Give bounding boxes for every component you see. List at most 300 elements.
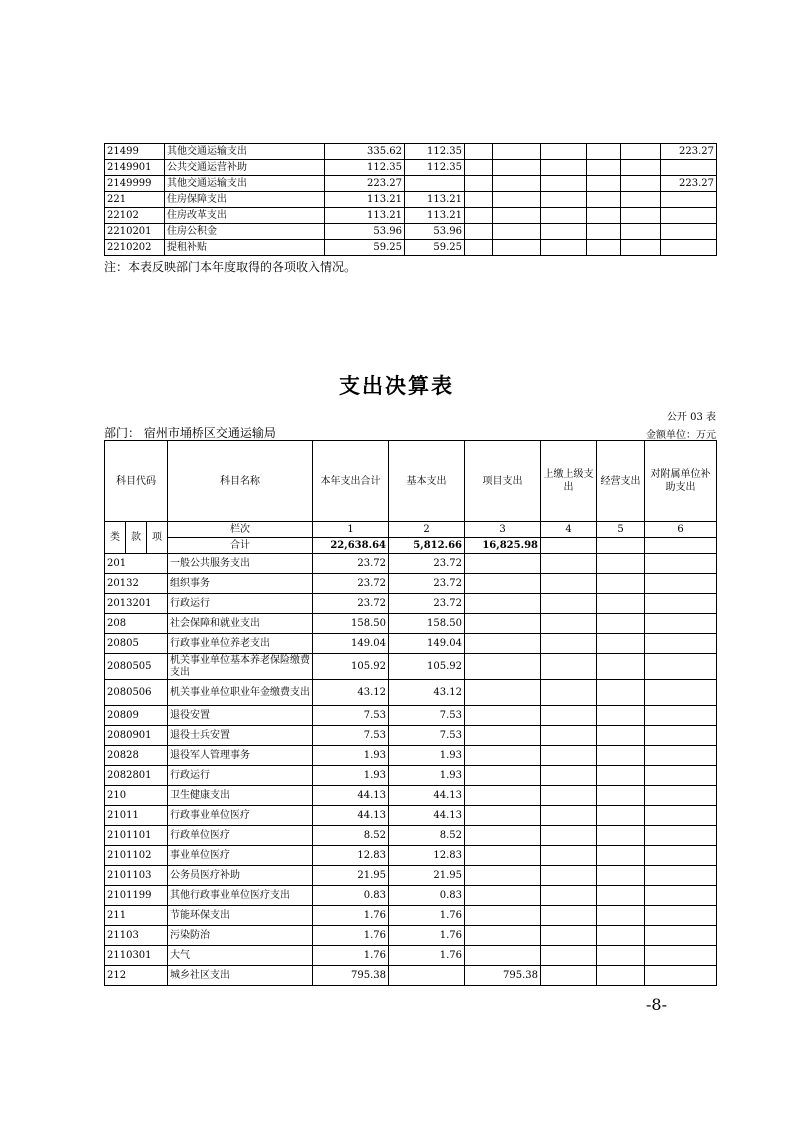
cell-basic: 12.83 — [389, 846, 465, 866]
cell-basic: 158.50 — [389, 614, 465, 634]
cell-name: 事业单位医疗 — [168, 846, 313, 866]
cell-subsidy — [645, 846, 717, 866]
header-business: 经营支出 — [597, 441, 645, 522]
cell-project — [465, 926, 541, 946]
summary-subsidy — [645, 538, 717, 554]
cell-c6 — [587, 208, 621, 224]
cell-subsidy — [645, 726, 717, 746]
cell-code: 2101101 — [105, 826, 168, 846]
cell-total: 149.04 — [313, 634, 389, 654]
cell-total: 113.21 — [325, 208, 405, 224]
cell-total: 795.38 — [313, 966, 389, 986]
cell-code: 21011 — [105, 806, 168, 826]
cell-c8 — [661, 224, 717, 240]
cell-upper — [541, 726, 597, 746]
page-title: 支出决算表 — [339, 374, 454, 398]
summary-row — [105, 538, 717, 554]
cell-project — [465, 806, 541, 826]
cell-business — [597, 806, 645, 826]
header-total: 本年支出合计 — [313, 441, 389, 522]
cell-name: 一般公共服务支出 — [168, 554, 313, 574]
table-row — [105, 554, 717, 574]
cell-basic: 1.93 — [389, 766, 465, 786]
cell-c4 — [493, 224, 541, 240]
table-row — [105, 746, 717, 766]
cell-name: 退役军人管理事务 — [168, 746, 313, 766]
cell-subsidy — [645, 746, 717, 766]
cell-c8 — [661, 160, 717, 176]
expenditure-table-body — [105, 441, 717, 986]
cell-code: 20809 — [105, 706, 168, 726]
cell-c8: 223.27 — [661, 144, 717, 160]
table-row — [105, 224, 717, 240]
cell-c7 — [621, 240, 661, 256]
cell-business — [597, 594, 645, 614]
cell-total: 1.76 — [313, 906, 389, 926]
cell-c7 — [621, 224, 661, 240]
cell-name: 机关事业单位职业年金缴费支出 — [168, 680, 313, 706]
cell-upper — [541, 946, 597, 966]
cell-project — [465, 846, 541, 866]
cell-basic: 59.25 — [405, 240, 465, 256]
table-row — [105, 208, 717, 224]
table-note: 注：本表反映部门本年度取得的各项收入情况。 — [104, 260, 357, 274]
cell-project — [465, 634, 541, 654]
cell-business — [597, 554, 645, 574]
cell-total: 53.96 — [325, 224, 405, 240]
cell-name: 行政运行 — [168, 594, 313, 614]
cell-project — [465, 706, 541, 726]
table-row — [105, 144, 717, 160]
cell-code: 201 — [105, 554, 168, 574]
cell-name: 退役安置 — [168, 706, 313, 726]
table-row — [105, 680, 717, 706]
cell-c5 — [541, 240, 587, 256]
cell-business — [597, 826, 645, 846]
cell-c6 — [587, 160, 621, 176]
cell-total: 335.62 — [325, 144, 405, 160]
cell-basic — [405, 176, 465, 192]
cell-upper — [541, 966, 597, 986]
cell-basic: 23.72 — [389, 594, 465, 614]
cell-basic — [389, 966, 465, 986]
summary-upper — [541, 538, 597, 554]
cell-basic: 1.76 — [389, 906, 465, 926]
cell-c5 — [541, 144, 587, 160]
cell-c5 — [541, 176, 587, 192]
cell-name: 公共交通运营补助 — [165, 160, 325, 176]
cell-business — [597, 766, 645, 786]
cell-project — [465, 766, 541, 786]
cell-upper — [541, 886, 597, 906]
cell-name: 住房公积金 — [165, 224, 325, 240]
cell-total: 23.72 — [313, 594, 389, 614]
cell-upper — [541, 634, 597, 654]
cell-basic: 113.21 — [405, 192, 465, 208]
cell-total: 43.12 — [313, 680, 389, 706]
cell-business — [597, 886, 645, 906]
cell-c6 — [587, 240, 621, 256]
cell-total: 7.53 — [313, 726, 389, 746]
cell-basic: 112.35 — [405, 160, 465, 176]
cell-business — [597, 706, 645, 726]
cell-code: 2149999 — [105, 176, 165, 192]
cell-total: 7.53 — [313, 706, 389, 726]
table-row — [105, 846, 717, 866]
table-row — [105, 654, 717, 680]
cell-subsidy — [645, 706, 717, 726]
cell-c4 — [493, 192, 541, 208]
form-code: 公开 03 表 — [666, 412, 716, 423]
cell-c4 — [493, 176, 541, 192]
cell-total: 1.76 — [313, 946, 389, 966]
cell-subsidy — [645, 866, 717, 886]
cell-name: 行政事业单位养老支出 — [168, 634, 313, 654]
summary-total: 22,638.64 — [313, 538, 389, 554]
cell-c6 — [587, 176, 621, 192]
cell-code: 21499 — [105, 144, 165, 160]
cell-business — [597, 966, 645, 986]
cell-business — [597, 926, 645, 946]
cell-c3 — [465, 192, 493, 208]
header-code: 科目代码 — [105, 441, 168, 522]
cell-total: 1.93 — [313, 746, 389, 766]
cell-c4 — [493, 144, 541, 160]
column-number-row — [105, 522, 717, 538]
cell-upper — [541, 826, 597, 846]
cell-project: 795.38 — [465, 966, 541, 986]
cell-name: 行政运行 — [168, 766, 313, 786]
cell-project — [465, 946, 541, 966]
cell-basic: 7.53 — [389, 726, 465, 746]
cell-subsidy — [645, 946, 717, 966]
cell-c5 — [541, 192, 587, 208]
cell-name: 其他交通运输支出 — [165, 176, 325, 192]
cell-basic: 23.72 — [389, 574, 465, 594]
cell-project — [465, 654, 541, 680]
cell-name: 机关事业单位基本养老保险缴费支出 — [168, 654, 313, 680]
table-row — [105, 614, 717, 634]
cell-subsidy — [645, 594, 717, 614]
cell-name: 卫生健康支出 — [168, 786, 313, 806]
cell-name: 大气 — [168, 946, 313, 966]
department-label: 部门： 宿州市埇桥区交通运输局 — [104, 426, 276, 440]
cell-project — [465, 826, 541, 846]
cell-project — [465, 614, 541, 634]
table-row — [105, 766, 717, 786]
cell-c3 — [465, 240, 493, 256]
summary-business — [597, 538, 645, 554]
cell-code: 21103 — [105, 926, 168, 946]
table-row — [105, 946, 717, 966]
cell-basic: 7.53 — [389, 706, 465, 726]
cell-business — [597, 906, 645, 926]
cell-total: 105.92 — [313, 654, 389, 680]
cell-name: 其他交通运输支出 — [165, 144, 325, 160]
cell-basic: 53.96 — [405, 224, 465, 240]
cell-total: 23.72 — [313, 574, 389, 594]
cell-total: 223.27 — [325, 176, 405, 192]
cell-code: 221 — [105, 192, 165, 208]
cell-total: 1.93 — [313, 766, 389, 786]
table-row — [105, 886, 717, 906]
cell-c6 — [587, 192, 621, 208]
cell-subsidy — [645, 614, 717, 634]
cell-c5 — [541, 160, 587, 176]
cell-basic: 1.76 — [389, 926, 465, 946]
table-row — [105, 192, 717, 208]
header-upper: 上缴上级支出 — [541, 441, 597, 522]
cell-c4 — [493, 208, 541, 224]
income-table-continuation — [104, 143, 717, 256]
cell-business — [597, 846, 645, 866]
cell-code: 2082801 — [105, 766, 168, 786]
cell-code: 212 — [105, 966, 168, 986]
cell-subsidy — [645, 786, 717, 806]
table-row — [105, 866, 717, 886]
table-row — [105, 926, 717, 946]
cell-name: 提租补贴 — [165, 240, 325, 256]
header-subsidy: 对附属单位补助支出 — [645, 441, 717, 522]
summary-basic: 5,812.66 — [389, 538, 465, 554]
cell-upper — [541, 706, 597, 726]
cell-code: 20805 — [105, 634, 168, 654]
cell-upper — [541, 680, 597, 706]
cell-code: 2080506 — [105, 680, 168, 706]
cell-code: 2210202 — [105, 240, 165, 256]
cell-subsidy — [645, 574, 717, 594]
cell-subsidy — [645, 680, 717, 706]
table-row — [105, 786, 717, 806]
cell-code: 2149901 — [105, 160, 165, 176]
cell-total: 8.52 — [313, 826, 389, 846]
cell-upper — [541, 746, 597, 766]
cell-subsidy — [645, 966, 717, 986]
cell-basic: 105.92 — [389, 654, 465, 680]
cell-business — [597, 654, 645, 680]
cell-upper — [541, 806, 597, 826]
table-row — [105, 826, 717, 846]
cell-subsidy — [645, 906, 717, 926]
cell-project — [465, 906, 541, 926]
header-xiang: 项 — [147, 522, 168, 554]
cell-subsidy — [645, 926, 717, 946]
cell-code: 2080901 — [105, 726, 168, 746]
cell-upper — [541, 786, 597, 806]
header-kuan: 款 — [126, 522, 147, 554]
cell-project — [465, 680, 541, 706]
cell-upper — [541, 654, 597, 680]
cell-c5 — [541, 208, 587, 224]
cell-c3 — [465, 160, 493, 176]
table-row — [105, 594, 717, 614]
cell-c3 — [465, 176, 493, 192]
cell-business — [597, 680, 645, 706]
cell-code: 2110301 — [105, 946, 168, 966]
cell-name: 公务员医疗补助 — [168, 866, 313, 886]
cell-c8: 223.27 — [661, 176, 717, 192]
cell-upper — [541, 866, 597, 886]
page-number: -8- — [646, 995, 667, 1014]
table-row — [105, 906, 717, 926]
cell-code: 20828 — [105, 746, 168, 766]
cell-total: 44.13 — [313, 786, 389, 806]
table-row — [105, 806, 717, 826]
cell-basic: 113.21 — [405, 208, 465, 224]
cell-basic: 44.13 — [389, 806, 465, 826]
cell-business — [597, 726, 645, 746]
cell-upper — [541, 926, 597, 946]
header-basic: 基本支出 — [389, 441, 465, 522]
cell-total: 158.50 — [313, 614, 389, 634]
cell-total: 112.35 — [325, 160, 405, 176]
cell-upper — [541, 906, 597, 926]
cell-business — [597, 746, 645, 766]
cell-subsidy — [645, 766, 717, 786]
cell-upper — [541, 614, 597, 634]
cell-basic: 1.76 — [389, 946, 465, 966]
cell-basic: 23.72 — [389, 554, 465, 574]
cell-name: 组织事务 — [168, 574, 313, 594]
cell-basic: 8.52 — [389, 826, 465, 846]
cell-name: 污染防治 — [168, 926, 313, 946]
cell-code: 211 — [105, 906, 168, 926]
cell-project — [465, 786, 541, 806]
col-number-1: 1 — [313, 522, 389, 538]
cell-code: 20132 — [105, 574, 168, 594]
cell-business — [597, 866, 645, 886]
cell-upper — [541, 846, 597, 866]
cell-c4 — [493, 160, 541, 176]
cell-project — [465, 866, 541, 886]
cell-business — [597, 634, 645, 654]
cell-business — [597, 946, 645, 966]
cell-project — [465, 726, 541, 746]
header-name: 科目名称 — [168, 441, 313, 522]
cell-c7 — [621, 176, 661, 192]
cell-name: 退役士兵安置 — [168, 726, 313, 746]
table-row — [105, 160, 717, 176]
cell-c7 — [621, 160, 661, 176]
header-row — [105, 441, 717, 522]
summary-label: 合计 — [168, 538, 313, 554]
cell-c3 — [465, 144, 493, 160]
cell-basic: 149.04 — [389, 634, 465, 654]
cell-total: 0.83 — [313, 886, 389, 906]
cell-subsidy — [645, 886, 717, 906]
cell-code: 2080505 — [105, 654, 168, 680]
table-row — [105, 706, 717, 726]
table-row — [105, 726, 717, 746]
cell-business — [597, 574, 645, 594]
cell-c8 — [661, 208, 717, 224]
cell-c6 — [587, 144, 621, 160]
cell-code: 2101199 — [105, 886, 168, 906]
unit-label: 金额单位：万元 — [646, 430, 716, 441]
cell-subsidy — [645, 806, 717, 826]
cell-basic: 0.83 — [389, 886, 465, 906]
table-row — [105, 574, 717, 594]
cell-project — [465, 746, 541, 766]
cell-code: 2210201 — [105, 224, 165, 240]
cell-subsidy — [645, 654, 717, 680]
cell-upper — [541, 554, 597, 574]
col-number-5: 5 — [597, 522, 645, 538]
cell-upper — [541, 766, 597, 786]
cell-code: 22102 — [105, 208, 165, 224]
cell-subsidy — [645, 826, 717, 846]
cell-code: 210 — [105, 786, 168, 806]
header-lei: 类 — [105, 522, 126, 554]
cell-name: 行政单位医疗 — [168, 826, 313, 846]
cell-total: 1.76 — [313, 926, 389, 946]
cell-code: 2101103 — [105, 866, 168, 886]
cell-total: 44.13 — [313, 806, 389, 826]
cell-name: 住房改革支出 — [165, 208, 325, 224]
cell-subsidy — [645, 554, 717, 574]
col-number-3: 3 — [465, 522, 541, 538]
cell-name: 行政事业单位医疗 — [168, 806, 313, 826]
cell-name: 其他行政事业单位医疗支出 — [168, 886, 313, 906]
cell-code: 2101102 — [105, 846, 168, 866]
cell-project — [465, 594, 541, 614]
cell-basic: 43.12 — [389, 680, 465, 706]
cell-c7 — [621, 144, 661, 160]
cell-upper — [541, 594, 597, 614]
cell-basic: 1.93 — [389, 746, 465, 766]
cell-business — [597, 786, 645, 806]
col-number-4: 4 — [541, 522, 597, 538]
table-row — [105, 634, 717, 654]
cell-name: 城乡社区支出 — [168, 966, 313, 986]
cell-c8 — [661, 240, 717, 256]
cell-c5 — [541, 224, 587, 240]
cell-basic: 44.13 — [389, 786, 465, 806]
header-lanci: 栏次 — [168, 522, 313, 538]
cell-c8 — [661, 192, 717, 208]
header-project: 项目支出 — [465, 441, 541, 522]
col-number-2: 2 — [389, 522, 465, 538]
cell-c6 — [587, 224, 621, 240]
cell-subsidy — [645, 634, 717, 654]
cell-code: 2013201 — [105, 594, 168, 614]
cell-basic: 112.35 — [405, 144, 465, 160]
cell-basic: 21.95 — [389, 866, 465, 886]
cell-project — [465, 574, 541, 594]
cell-name: 节能环保支出 — [168, 906, 313, 926]
cell-c4 — [493, 240, 541, 256]
cell-project — [465, 886, 541, 906]
cell-business — [597, 614, 645, 634]
expenditure-table — [104, 440, 717, 986]
cell-code: 208 — [105, 614, 168, 634]
cell-c7 — [621, 192, 661, 208]
cell-total: 21.95 — [313, 866, 389, 886]
cell-upper — [541, 574, 597, 594]
col-number-6: 6 — [645, 522, 717, 538]
income-table-body — [105, 144, 717, 256]
cell-total: 59.25 — [325, 240, 405, 256]
cell-name: 社会保障和就业支出 — [168, 614, 313, 634]
cell-name: 住房保障支出 — [165, 192, 325, 208]
cell-total: 23.72 — [313, 554, 389, 574]
table-row — [105, 240, 717, 256]
cell-project — [465, 554, 541, 574]
table-row — [105, 966, 717, 986]
cell-c7 — [621, 208, 661, 224]
cell-c3 — [465, 208, 493, 224]
cell-total: 113.21 — [325, 192, 405, 208]
